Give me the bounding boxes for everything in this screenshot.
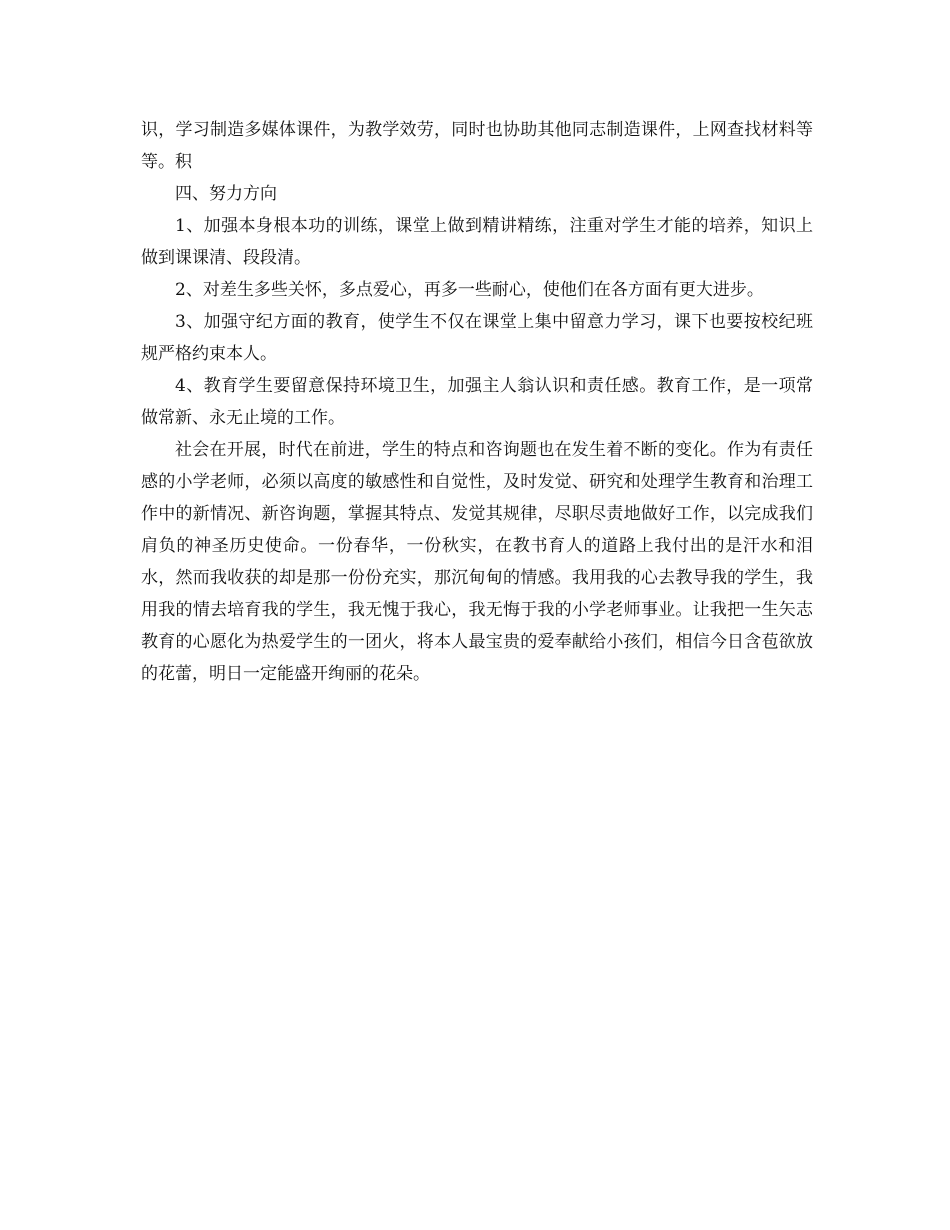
paragraph-continuation: 识，学习制造多媒体课件，为教学效劳，同时也协助其他同志制造课件，上网查找材料等等。积 <box>141 120 813 172</box>
closing-paragraph: 社会在开展，时代在前进，学生的特点和咨询题也在发生着不断的变化。作为有责任感的小学老师，必须以高度的敏感性和自觉性，及时发觉、研究和处理学生教育和治理工作中的新情况、新咨询题，掌握其特点、发觉其规律，尽职尽责地做好工作，以完成我们肩负的神圣历史使命。一份春华，一份秋实，在教书育人的道路上我付出的是汗水和泪水，然而我收获的却是那一份份充实，那沉甸甸的情感。我用我的心去教导我的学生，我用我的情去培育我的学生，我无愧于我心，我无悔于我的小学老师事业。让我把一生矢志教育的心愿化为热爱学生的一团火，将本人最宝贵的爱奉献给小孩们，相信今日含苞欲放的花蕾，明日一定能盛开绚丽的花朵。 <box>141 440 813 684</box>
document-body <box>141 114 813 690</box>
list-item-1: 1、加强本身根本功的训练，课堂上做到精讲精练，注重对学生才能的培养，知识上做到课课清、段段清。 <box>141 216 813 268</box>
list-item-3: 3、加强守纪方面的教育，使学生不仅在课堂上集中留意力学习，课下也要按校纪班规严格约束本人。 <box>141 312 813 364</box>
list-item-4: 4、教育学生要留意保持环境卫生，加强主人翁认识和责任感。教育工作，是一项常做常新、永无止境的工作。 <box>141 376 813 428</box>
section-heading-effort-direction: 四、努力方向 <box>175 184 277 204</box>
list-item-2: 2、对差生多些关怀，多点爱心，再多一些耐心，使他们在各方面有更大进步。 <box>175 280 764 300</box>
